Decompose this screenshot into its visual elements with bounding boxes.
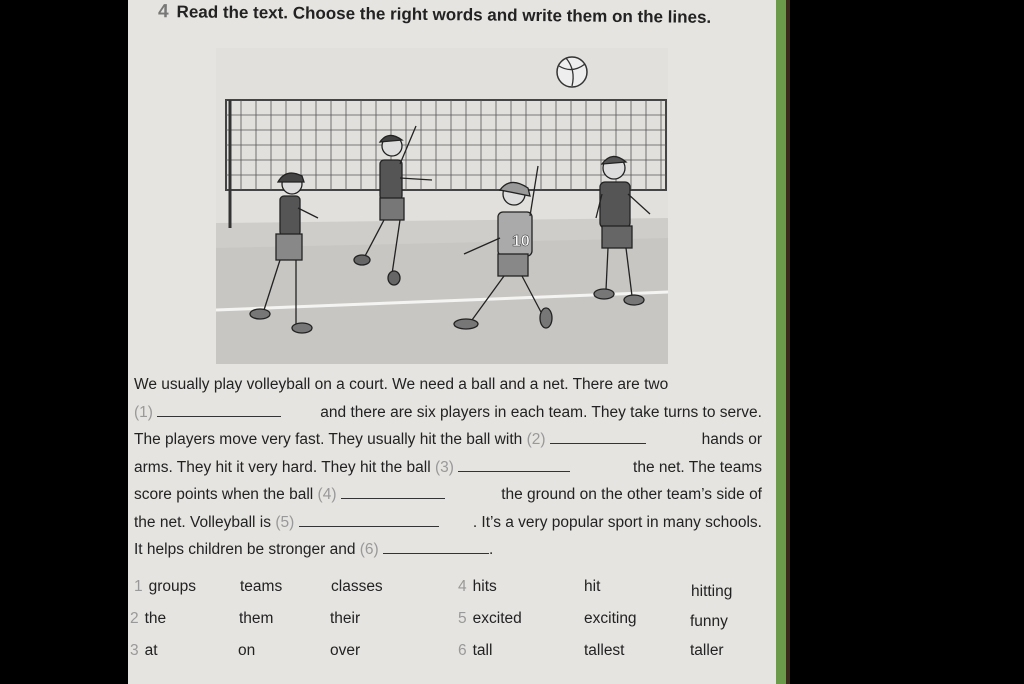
option-word[interactable]: tallest: [584, 642, 625, 659]
passage-line: [134, 481, 762, 509]
gap-number: (2): [526, 431, 546, 448]
option-number: 1: [134, 578, 143, 595]
page-edge-shadow: [786, 0, 790, 684]
gap-number: (4): [317, 486, 337, 503]
passage-text: . It’s a very popular sport in many schools.: [472, 513, 762, 531]
option-word[interactable]: exciting: [584, 610, 637, 627]
options-row: [128, 642, 768, 674]
option-number: 6: [458, 642, 467, 659]
passage-line: [134, 399, 762, 427]
option-word[interactable]: funny: [690, 613, 728, 630]
passage-line: [134, 426, 762, 454]
option-word[interactable]: classes: [331, 578, 383, 595]
option-word[interactable]: teams: [240, 578, 283, 595]
passage-text: the net. The teams: [633, 458, 762, 476]
reading-passage: [134, 371, 762, 564]
passage-line: [134, 536, 762, 564]
word-options: [128, 578, 768, 674]
answer-blank[interactable]: [383, 539, 489, 554]
passage-text: arms. They hit it very hard. They hit the ball: [134, 458, 431, 476]
gap-number: (5): [275, 513, 295, 531]
gap-number: (6): [359, 541, 379, 558]
jersey-number: 10: [512, 233, 530, 250]
option-word[interactable]: hitting: [691, 583, 733, 600]
passage-text: the ground on the other team’s side of: [501, 486, 762, 503]
option-word[interactable]: excited: [472, 610, 522, 627]
option-word[interactable]: over: [330, 642, 361, 659]
option-number: 3: [130, 642, 139, 659]
options-row: [128, 578, 768, 610]
answer-blank[interactable]: [550, 429, 646, 444]
option-number: 4: [458, 578, 467, 595]
options-row: [128, 610, 768, 642]
passage-text: score points when the ball: [134, 486, 314, 503]
passage-text: the net. Volleyball is: [134, 513, 272, 531]
option-word[interactable]: the: [144, 610, 167, 627]
option-number: 5: [458, 610, 467, 627]
option-word[interactable]: tall: [472, 642, 493, 659]
option-word[interactable]: them: [239, 610, 274, 627]
option-word[interactable]: their: [330, 610, 361, 627]
passage-line: [134, 454, 762, 482]
option-word[interactable]: taller: [690, 642, 724, 659]
option-word[interactable]: hits: [472, 578, 497, 595]
gap-number: (1): [134, 403, 153, 421]
passage-text: .: [489, 541, 494, 558]
passage-line: [134, 371, 762, 399]
passage-text: We usually play volleyball on a court. We need a ball and a net. There are two: [134, 376, 669, 393]
answer-blank[interactable]: [458, 457, 570, 472]
passage-text: It helps children be stronger and: [134, 541, 356, 558]
passage-text: The players move very fast. They usually hit the ball with: [134, 431, 523, 448]
passage-line: [134, 509, 762, 537]
passage-text: hands or: [701, 431, 762, 448]
option-number: 2: [130, 610, 139, 627]
passage-text: and there are six players in each team. They take turns to serve.: [320, 403, 762, 421]
textbook-page: [128, 0, 788, 684]
answer-blank[interactable]: [157, 402, 281, 417]
volleyball-ball: [557, 57, 587, 87]
option-word[interactable]: hit: [584, 578, 601, 595]
exercise-title: [158, 1, 711, 29]
volleyball-illustration: [216, 48, 668, 364]
option-word[interactable]: on: [238, 642, 256, 659]
exercise-instruction: Read the text. Choose the right words and write them on the lines.: [176, 2, 712, 27]
option-word[interactable]: at: [144, 642, 158, 659]
option-word[interactable]: groups: [148, 578, 197, 595]
exercise-number: 4: [157, 1, 169, 23]
answer-blank[interactable]: [341, 484, 445, 499]
gap-number: (3): [434, 458, 454, 476]
answer-blank[interactable]: [299, 512, 439, 527]
